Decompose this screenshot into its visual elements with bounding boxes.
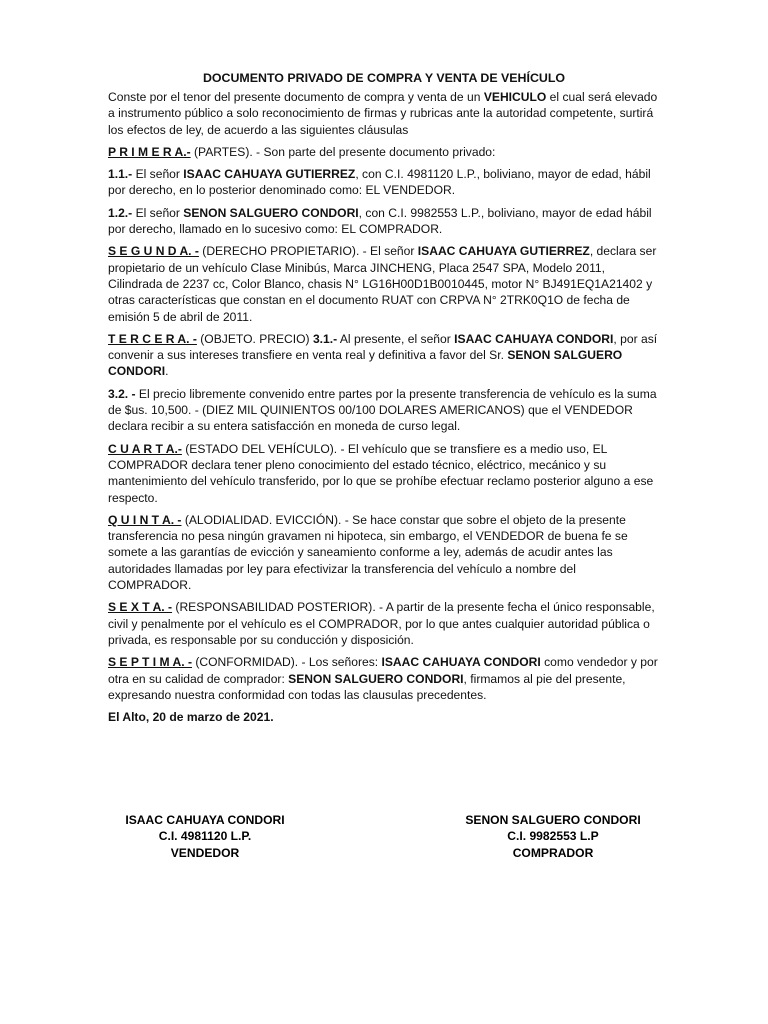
text-run: (ALODIALIDAD. EVICCIÓN). - Se hace constar que sobre el objeto de la presente transferencia no pesa ningún gravamen ni hipoteca, sin embargo, el VENDEDOR de buena fe se somete a las garantías de evicción y saneamiento conforme a ley, además de acudir antes las autoridades llamadas por ley para efectivizar la transferencia del vehículo a nombre del COMPRADOR.: [108, 512, 628, 593]
bold-text: ISAAC CAHUAYA CONDORI: [381, 655, 541, 670]
buyer-name: SENON SALGUERO CONDORI: [465, 813, 641, 827]
text-run: el cual será elevado a instrumento público a solo reconocimiento de firmas y rubricas ante la autoridad competente, surtirá los efectos de ley, de acuerdo a las siguientes cláusulas: [108, 90, 658, 137]
text-run: El señor: [132, 167, 184, 182]
seller-ci: C.I. 4981120 L.P.: [158, 829, 252, 844]
bold-text: SENON SALGUERO CONDORI: [108, 348, 623, 379]
clause-paragraph: [108, 331, 660, 380]
bold-text: VEHICULO: [483, 90, 547, 104]
clause-heading: T E R C E R A. -: [108, 331, 197, 346]
text-run: , declara ser propietario de un vehículo Clase Minibús, Marca JINCHENG, Placa 2547 SPA, Modelo 2011, Cilindrada de 2237 cc, Color Blanco, chasis N° LG16H00D1B0010445, motor N° BJ491EQ1A21402 y otras características que constan en el documento RUAT con CRPVA N° 2TRK0Q1O de fecha de emisión 5 de abril de 2011.: [108, 244, 657, 324]
clause-paragraph: [108, 512, 660, 593]
text-run: (CONFORMIDAD). - Los señores:: [192, 655, 382, 670]
document-title: DOCUMENTO PRIVADO DE COMPRA Y VENTA DE VEHÍCULO: [202, 71, 566, 85]
clause-heading: S E G U N D A. -: [108, 244, 199, 259]
text-run: (DERECHO PROPIETARIO). - El señor: [198, 244, 418, 259]
buyer-role: COMPRADOR: [512, 845, 594, 860]
text-run: El señor: [132, 205, 184, 220]
clause-paragraph: [108, 441, 660, 506]
clause-number: 1.1.-: [108, 167, 133, 182]
text-run: , con C.I. 4981120 L.P., boliviano, mayor de edad, hábil por derecho, en lo posterior denominado como: EL VENDEDOR.: [108, 167, 651, 198]
clause-number: 3.2. -: [108, 386, 136, 401]
clause-heading: C U A R T A.-: [108, 441, 182, 456]
clauses-container: [108, 144, 660, 703]
signature-block: [0, 812, 768, 872]
bold-text: SENON SALGUERO CONDORI: [288, 671, 464, 686]
buyer-signature: [438, 812, 668, 861]
bold-text: ISAAC CAHUAYA CONDORI: [454, 331, 614, 346]
seller-role: VENDEDOR: [170, 845, 240, 860]
text-run: (PARTES). - Son parte del presente documento privado:: [190, 144, 496, 159]
clause-number: 1.2.-: [108, 205, 133, 220]
text-run: (OBJETO. PRECIO): [196, 331, 313, 346]
intro-paragraph: [108, 89, 660, 138]
bold-text: ISAAC CAHUAYA GUTIERREZ: [417, 244, 590, 259]
clause-paragraph: [108, 654, 660, 703]
clause-heading: Q U I N T A. -: [108, 512, 182, 527]
text-run: (ESTADO DEL VEHÍCULO). - El vehículo que se transfiere es a medio uso, EL COMPRADOR declara tener pleno conocimiento del estado técnico, eléctrico, mecánico y su mantenimiento del vehículo transferido, por lo que se prohíbe efectuar reclamo posterior alguno a ese respecto.: [108, 441, 654, 505]
text-run: Conste por el tenor del presente documento de compra y venta de un: [108, 90, 484, 104]
clause-paragraph: [108, 166, 660, 199]
text-run: (RESPONSABILIDAD POSTERIOR). - A partir de la presente fecha el único responsable, civil y penalmente por el vehículo es el COMPRADOR, por lo que antes cualquier autoridad pública o privada, es responsable por su conducción y disposición.: [108, 600, 655, 647]
bold-text: 3.1.-: [312, 331, 338, 346]
clause-paragraph: [108, 386, 660, 435]
clause-paragraph: [108, 243, 660, 324]
buyer-ci: C.I. 9982553 L.P: [507, 829, 599, 844]
text-run: , por así convenir a sus intereses transfiere en venta real y definitiva a favor del Sr.: [108, 331, 658, 363]
seller-signature: [90, 812, 320, 861]
clause-paragraph: [108, 144, 660, 160]
text-run: El precio libremente convenido entre partes por la presente transferencia de vehículo es la suma de $us. 10,500. - (DIEZ MIL QUINIENTOS 00/100 DOLARES AMERICANOS) que el VENDEDOR declara recibir a su entera satisfacción en moneda de curso legal.: [108, 386, 657, 434]
text-run: , firmamos al pie del presente, expresando nuestra conformidad con todas las clausulas precedentes.: [108, 671, 626, 702]
clause-heading: S E P T I M A. -: [108, 655, 192, 670]
clause-paragraph: [108, 599, 660, 648]
clause-heading: S E X T A. -: [108, 600, 173, 615]
bold-text: ISAAC CAHUAYA GUTIERREZ: [183, 167, 356, 182]
place-date: El Alto, 20 de marzo de 2021.: [108, 710, 274, 725]
text-run: Al presente, el señor: [337, 331, 455, 346]
document-page: [108, 62, 660, 731]
bold-text: SENON SALGUERO CONDORI: [183, 205, 359, 220]
clause-heading: P R I M E R A.-: [108, 144, 191, 159]
text-run: como vendedor y por otra en su calidad de comprador:: [108, 655, 658, 686]
text-run: , con C.I. 9982553 L.P., boliviano, mayor de edad hábil por derecho, llamado en lo sucesivo como: EL COMPRADOR.: [108, 205, 652, 237]
text-run: .: [165, 364, 169, 379]
seller-name: ISAAC CAHUAYA CONDORI: [125, 813, 285, 827]
clause-paragraph: [108, 205, 660, 238]
